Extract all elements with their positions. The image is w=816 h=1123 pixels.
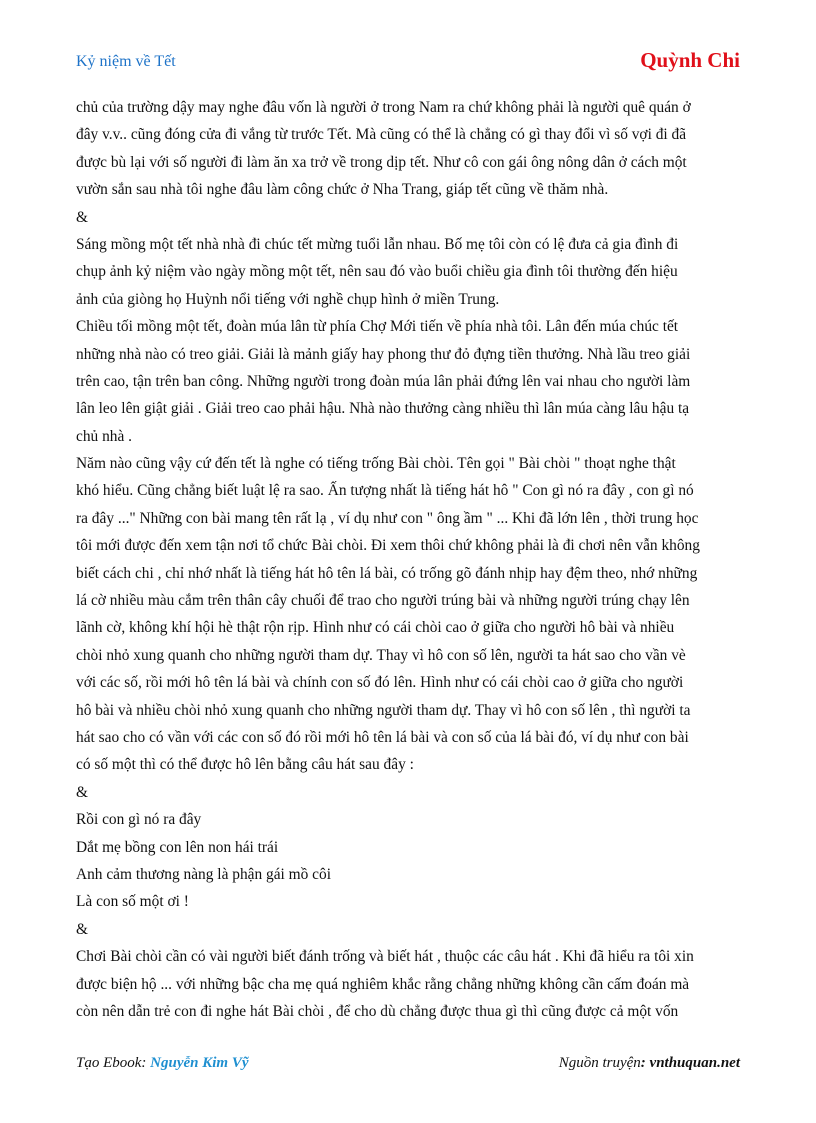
section-separator: & xyxy=(76,208,88,226)
text-line: Dắt mẹ bồng con lên non hái trái xyxy=(76,838,279,856)
ebook-creator-name: Nguyễn Kim Vỹ xyxy=(150,1055,249,1071)
document-body xyxy=(76,94,746,1025)
text-line: lá cờ nhiều màu cắm trên thân cây chuối để trao cho người trúng bài và những người trúng chạy lên xyxy=(76,592,690,610)
page-header xyxy=(76,50,740,76)
book-title: Kỷ niệm về Tết xyxy=(76,53,176,70)
page-footer xyxy=(76,1055,740,1077)
text-line: vườn sắn sau nhà tôi nghe đâu làm công chức ở Nha Trang, giáp tết cũng về thăm nhà. xyxy=(76,181,609,199)
section-separator: & xyxy=(76,783,88,801)
text-line: đây v.v.. cũng đóng cửa đi vắng từ trước Tết. Mà cũng có thể là chẳng có gì thay đổi vì số vợi đi đã xyxy=(76,126,687,144)
text-line: Sáng mồng một tết nhà nhà đi chúc tết mừng tuổi lẫn nhau. Bố mẹ tôi còn có lệ đưa cả gia đình đi xyxy=(76,235,679,253)
text-line: chòi nhỏ xung quanh cho những người tham dự. Thay vì hô con số lên, người ta hát sao cho vần vè xyxy=(76,646,686,664)
text-line: được bù lại với số người đi làm ăn xa trở về trong dịp tết. Như cô con gái ông nông dân ở cách một xyxy=(76,153,687,171)
text-line: Rồi con gì nó ra đây xyxy=(76,811,202,829)
text-line: biết cách chi , chỉ nhớ nhất là tiếng hát hô tên lá bài, có trống gõ đánh nhịp hay đệm theo, nhớ những xyxy=(76,564,698,582)
source-credit xyxy=(559,1055,740,1072)
text-line: Chiều tối mồng một tết, đoàn múa lân từ phía Chợ Mới tiến về phía nhà tôi. Lân đến múa chúc tết xyxy=(76,318,679,336)
text-line: tôi mới được đến xem tận nơi tổ chức Bài chòi. Đi xem thôi chứ không phải là đi chơi nên vẫn không xyxy=(76,537,700,555)
source-label: Nguồn truyện xyxy=(558,1055,641,1071)
source-site: vnthuquan.net xyxy=(649,1055,740,1071)
text-line: Anh cảm thương nàng là phận gái mồ côi xyxy=(76,865,331,883)
ebook-label: Tạo Ebook xyxy=(76,1055,142,1071)
text-line: chụp ảnh kỷ niệm vào ngày mồng một tết, nên sau đó vào buổi chiều gia đình tôi thường đến hiệu xyxy=(76,263,678,281)
text-line: có số một thì có thể được hô lên bằng câu hát sau đây : xyxy=(76,756,414,774)
text-line: chủ nhà . xyxy=(76,427,132,445)
author-name: Quỳnh Chi xyxy=(640,48,740,72)
text-line: Chơi Bài chòi cần có vài người biết đánh trống và biết hát , thuộc các câu hát . Khi đã hiểu ra tôi xin xyxy=(76,948,694,966)
text-line: còn nên dẫn trẻ con đi nghe hát Bài chòi , để cho dù chẳng được thua gì thì cũng được cả một vốn xyxy=(76,1002,679,1020)
text-line: ra đây ..." Những con bài mang tên rất lạ , ví dụ như con " ông ầm " ... Khi đã lớn lên , thời trung học xyxy=(76,509,699,527)
text-line: hô bài và nhiều chòi nhỏ xung quanh cho những người tham dự. Thay vì hô con số lên , thì người ta xyxy=(76,701,691,719)
text-line: được biện hộ ... với những bậc cha mẹ quá nghiêm khắc rằng chẳng những không cần cấm đoán mà xyxy=(76,975,690,993)
ebook-credit xyxy=(76,1055,249,1072)
text-line: lãnh cờ, không khí hội hè thật rộn rịp. Hình như có cái chòi cao ở giữa cho người hô bài và nhiều xyxy=(76,619,675,637)
text-line: trên cao, tận trên ban công. Những người trong đoàn múa lân phải đứng lên vai nhau cho người làm xyxy=(76,372,691,390)
text-line: với các số, rồi mới hô tên lá bài và chính con số đó lên. Hình như có cái chòi cao ở giữa cho người xyxy=(76,674,684,692)
text-line: hát sao cho có vần với các con số đó rồi mới hô tên lá bài và con số của lá bài đó, ví dụ như con bài xyxy=(76,728,689,746)
text-line: những nhà nào có treo giải. Giải là mảnh giấy hay phong thư đỏ đựng tiền thưởng. Nhà lầu treo giải xyxy=(76,345,691,363)
text-line: Là con số một ơi ! xyxy=(76,893,189,911)
text-line: khó hiểu. Cũng chẳng biết luật lệ ra sao. Ấn tượng nhất là tiếng hát hô " Con gì nó ra đây , con gì nó xyxy=(76,482,694,500)
text-line: lân leo lên giật giải . Giải treo cao phải hậu. Nhà nào thưởng càng nhiều thì lân múa càng lâu hậu tạ xyxy=(76,400,690,418)
text-line: ảnh của giòng họ Huỳnh nổi tiếng với nghề chụp hình ở miền Trung. xyxy=(76,290,500,308)
text-line: chủ của trường dậy may nghe đâu vốn là người ở trong Nam ra chứ không phải là người quê quán ở xyxy=(76,99,691,116)
ebook-separator: : xyxy=(141,1055,151,1071)
source-separator: : xyxy=(640,1055,650,1071)
text-line: Năm nào cũng vậy cứ đến tết là nghe có tiếng trống Bài chòi. Tên gọi " Bài chòi " thoạt nghe thật xyxy=(76,455,676,473)
section-separator: & xyxy=(76,920,88,938)
